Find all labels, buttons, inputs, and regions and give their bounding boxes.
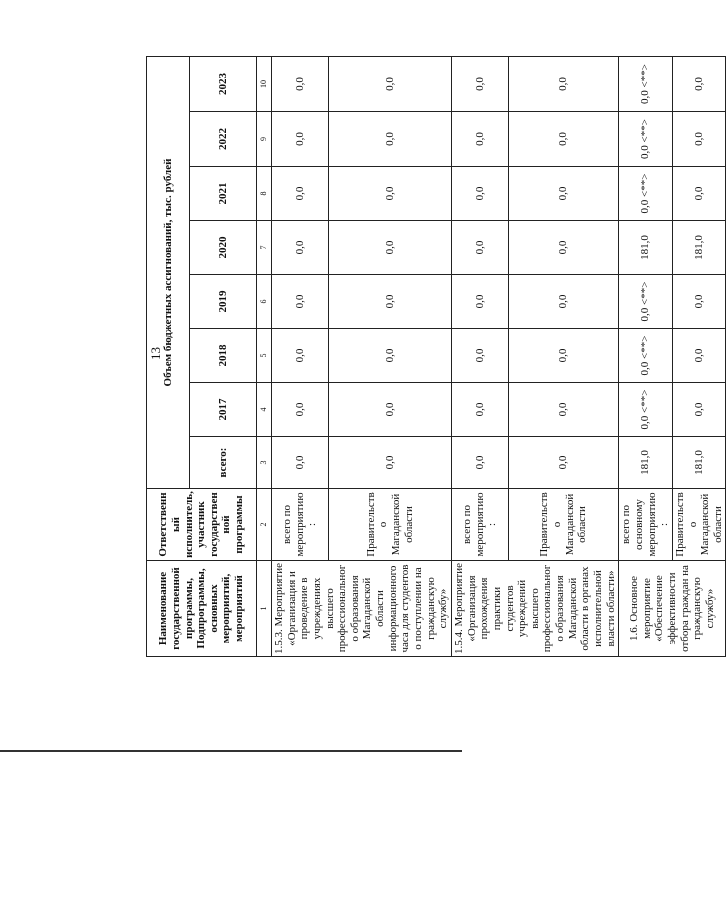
budget-table xyxy=(146,56,726,657)
column-number: 9 xyxy=(257,112,272,167)
value-cell: 0,0 xyxy=(509,221,619,275)
event-name: 1.5.3. Мероприятие «Организация и проведение в учреждениях высшего профессионального образования Магаданской области информационного часа для студентов о поступлении на гражданскую службу» xyxy=(272,561,452,657)
column-number: 6 xyxy=(257,275,272,329)
column-number: 4 xyxy=(257,383,272,437)
table-row xyxy=(451,56,508,656)
value-cell: 0,0 xyxy=(672,275,726,329)
executor-cell: всего по основному мероприятию: xyxy=(619,489,673,561)
column-number: 1 xyxy=(257,561,272,657)
value-cell: 0,0 xyxy=(272,383,329,437)
value-cell: 0,0 xyxy=(672,112,726,167)
value-cell: 0,0 xyxy=(451,56,508,111)
value-cell: 0,0 <**> xyxy=(619,112,673,167)
value-cell: 0,0 <**> xyxy=(619,167,673,221)
column-number: 3 xyxy=(257,437,272,489)
value-cell: 181,0 xyxy=(672,221,726,275)
executor-cell: всего по мероприятию: xyxy=(272,489,329,561)
column-number: 10 xyxy=(257,56,272,111)
header-total: всего: xyxy=(190,437,257,489)
value-cell: 0,0 xyxy=(328,167,451,221)
value-cell: 0,0 xyxy=(509,437,619,489)
event-name: 1.6. Основное мероприятие «Обеспечение эффективности отбора граждан на гражданскую службу» xyxy=(619,561,726,657)
value-cell: 0,0 xyxy=(672,56,726,111)
column-number: 8 xyxy=(257,167,272,221)
value-cell: 0,0 xyxy=(509,56,619,111)
header-year: 2017 xyxy=(190,383,257,437)
column-number: 5 xyxy=(257,329,272,383)
footer-divider xyxy=(0,750,462,752)
value-cell: 0,0 xyxy=(272,329,329,383)
value-cell: 0,0 xyxy=(272,112,329,167)
value-cell: 0,0 xyxy=(328,383,451,437)
header-executor: Ответственный исполнитель, участник государственной программы xyxy=(147,489,257,561)
header-year: 2020 xyxy=(190,221,257,275)
header-year: 2018 xyxy=(190,329,257,383)
value-cell: 0,0 xyxy=(328,329,451,383)
value-cell: 0,0 xyxy=(509,329,619,383)
value-cell: 0,0 xyxy=(451,437,508,489)
header-name: Наименование государственной программы, Подпрограммы, основных мероприятий, мероприятий xyxy=(147,561,257,657)
executor-cell: всего по мероприятию: xyxy=(451,489,508,561)
value-cell: 0,0 xyxy=(672,383,726,437)
value-cell: 0,0 xyxy=(451,112,508,167)
value-cell: 0,0 xyxy=(451,167,508,221)
value-cell: 0,0 xyxy=(672,167,726,221)
header-year: 2022 xyxy=(190,112,257,167)
value-cell: 0,0 xyxy=(509,383,619,437)
value-cell: 0,0 xyxy=(328,221,451,275)
value-cell: 0,0 xyxy=(509,112,619,167)
event-name: 1.5.4. Мероприятие «Организация прохождения практики студентов учреждений высшего профессионального образования Магаданской области в органах исполнительной власти области» xyxy=(451,561,618,657)
column-number: 7 xyxy=(257,221,272,275)
header-budget: Объем бюджетных ассигнований, тыс. рублей xyxy=(147,56,190,488)
header-year: 2019 xyxy=(190,275,257,329)
header-row xyxy=(147,56,190,656)
value-cell: 0,0 xyxy=(272,221,329,275)
value-cell: 0,0 xyxy=(451,221,508,275)
column-number-row xyxy=(257,56,272,656)
value-cell: 0,0 xyxy=(328,56,451,111)
value-cell: 0,0 xyxy=(272,167,329,221)
column-number: 2 xyxy=(257,489,272,561)
value-cell: 0,0 xyxy=(451,275,508,329)
rotated-table-wrapper xyxy=(146,57,724,657)
value-cell: 0,0 <**> xyxy=(619,56,673,111)
executor-cell: Правительство Магаданской области xyxy=(672,489,726,561)
value-cell: 0,0 <**> xyxy=(619,275,673,329)
executor-cell: Правительство Магаданской области xyxy=(509,489,619,561)
value-cell: 0,0 xyxy=(509,167,619,221)
executor-cell: Правительство Магаданской области xyxy=(328,489,451,561)
table-row xyxy=(619,56,673,656)
value-cell: 0,0 xyxy=(328,437,451,489)
value-cell: 0,0 xyxy=(672,329,726,383)
value-cell: 181,0 xyxy=(619,437,673,489)
value-cell: 0,0 xyxy=(509,275,619,329)
value-cell: 181,0 xyxy=(619,221,673,275)
value-cell: 181,0 xyxy=(672,437,726,489)
value-cell: 0,0 xyxy=(328,275,451,329)
value-cell: 0,0 xyxy=(272,56,329,111)
header-year: 2023 xyxy=(190,56,257,111)
value-cell: 0,0 <**> xyxy=(619,383,673,437)
value-cell: 0,0 <**> xyxy=(619,329,673,383)
value-cell: 0,0 xyxy=(272,275,329,329)
table-row xyxy=(272,56,329,656)
page-number: 13 xyxy=(148,347,163,360)
header-year: 2021 xyxy=(190,167,257,221)
value-cell: 0,0 xyxy=(451,383,508,437)
value-cell: 0,0 xyxy=(451,329,508,383)
value-cell: 0,0 xyxy=(272,437,329,489)
value-cell: 0,0 xyxy=(328,112,451,167)
